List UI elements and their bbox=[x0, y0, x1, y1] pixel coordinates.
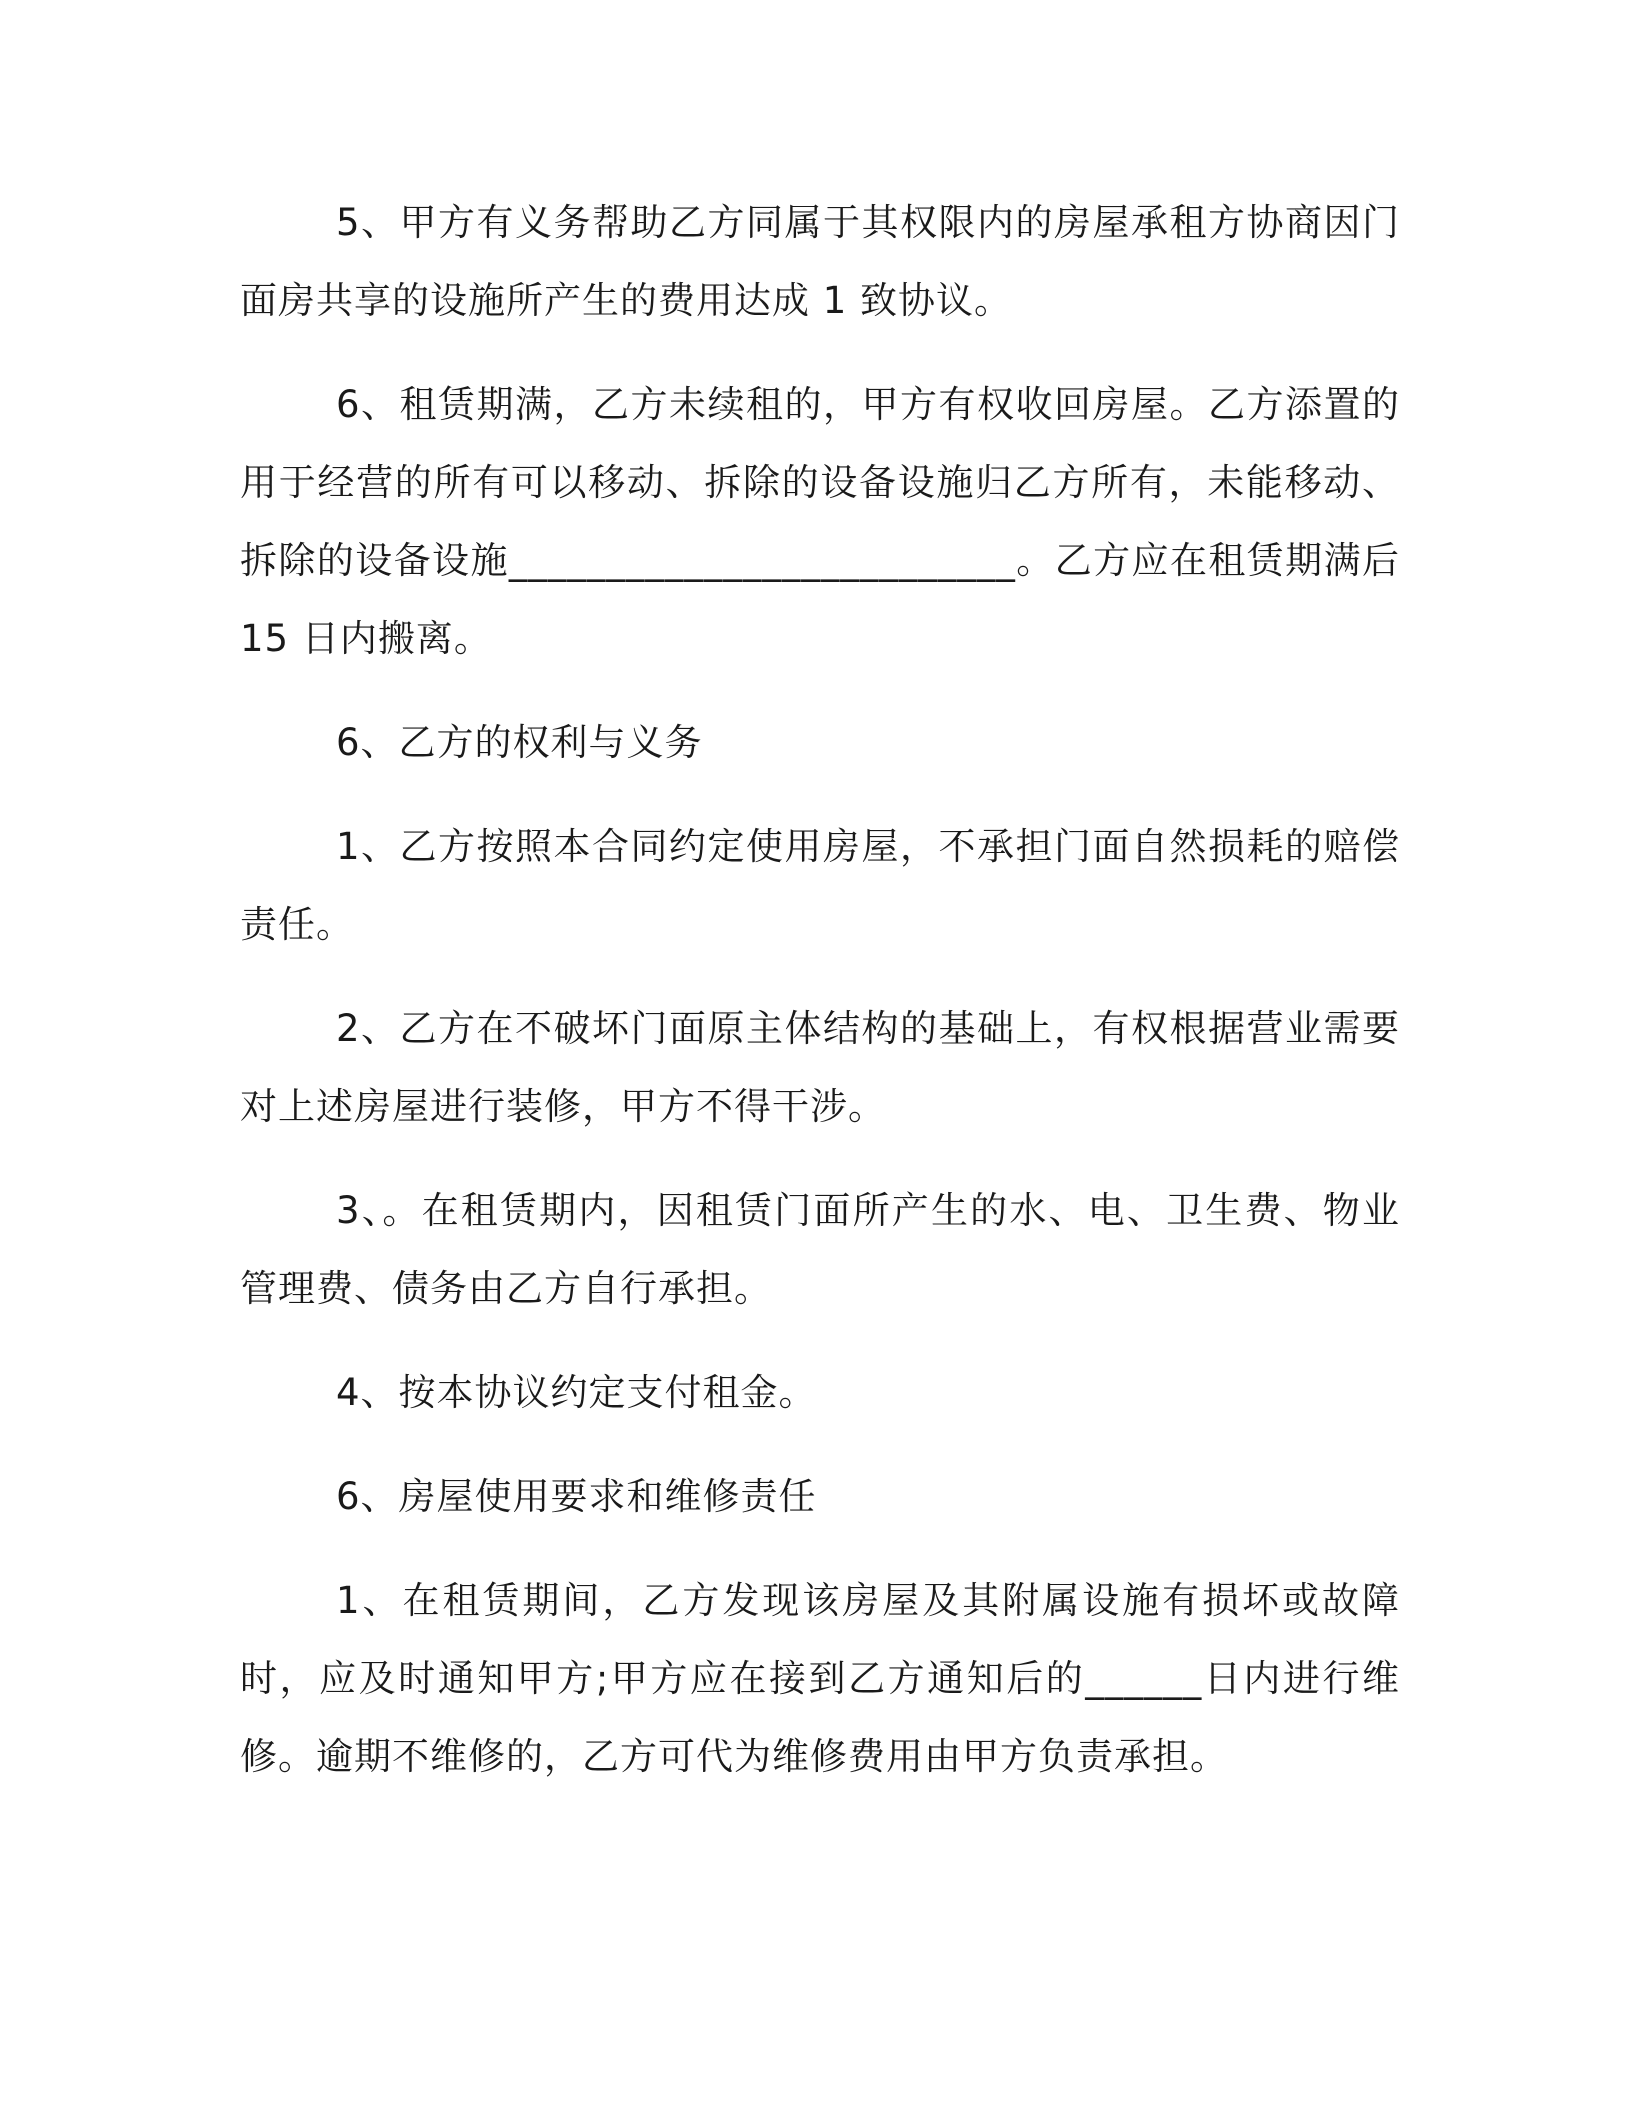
clause-paragraph: 1、在租赁期间，乙方发现该房屋及其附属设施有损坏或故障时，应及时通知甲方;甲方应在接到乙方通知后的______日内进行维修。逾期不维修的，乙方可代为维修费用由甲方负责承担。 bbox=[240, 1579, 1400, 1778]
clause-paragraph: 5、甲方有义务帮助乙方同属于其权限内的房屋承租方协商因门面房共享的设施所产生的费用达成 1 致协议。 bbox=[240, 201, 1400, 322]
clause-paragraph: 2、乙方在不破坏门面原主体结构的基础上，有权根据营业需要对上述房屋进行装修，甲方不得干涉。 bbox=[240, 1007, 1400, 1128]
section-heading: 6、房屋使用要求和维修责任 bbox=[336, 1475, 817, 1518]
clause-paragraph: 1、乙方按照本合同约定使用房屋，不承担门面自然损耗的赔偿责任。 bbox=[240, 825, 1400, 946]
document-page bbox=[240, 184, 1400, 1822]
clause-paragraph: 6、租赁期满，乙方未续租的，甲方有权收回房屋。乙方添置的用于经营的所有可以移动、拆除的设备设施归乙方所有，未能移动、拆除的设备设施__________________________。乙方应在租赁期满后 15 日内搬离。 bbox=[240, 383, 1400, 660]
clause-paragraph: 4、按本协议约定支付租金。 bbox=[336, 1371, 817, 1414]
section-heading: 6、乙方的权利与义务 bbox=[336, 721, 703, 764]
clause-paragraph: 3、。在租赁期内，因租赁门面所产生的水、电、卫生费、物业管理费、债务由乙方自行承担。 bbox=[240, 1189, 1400, 1310]
